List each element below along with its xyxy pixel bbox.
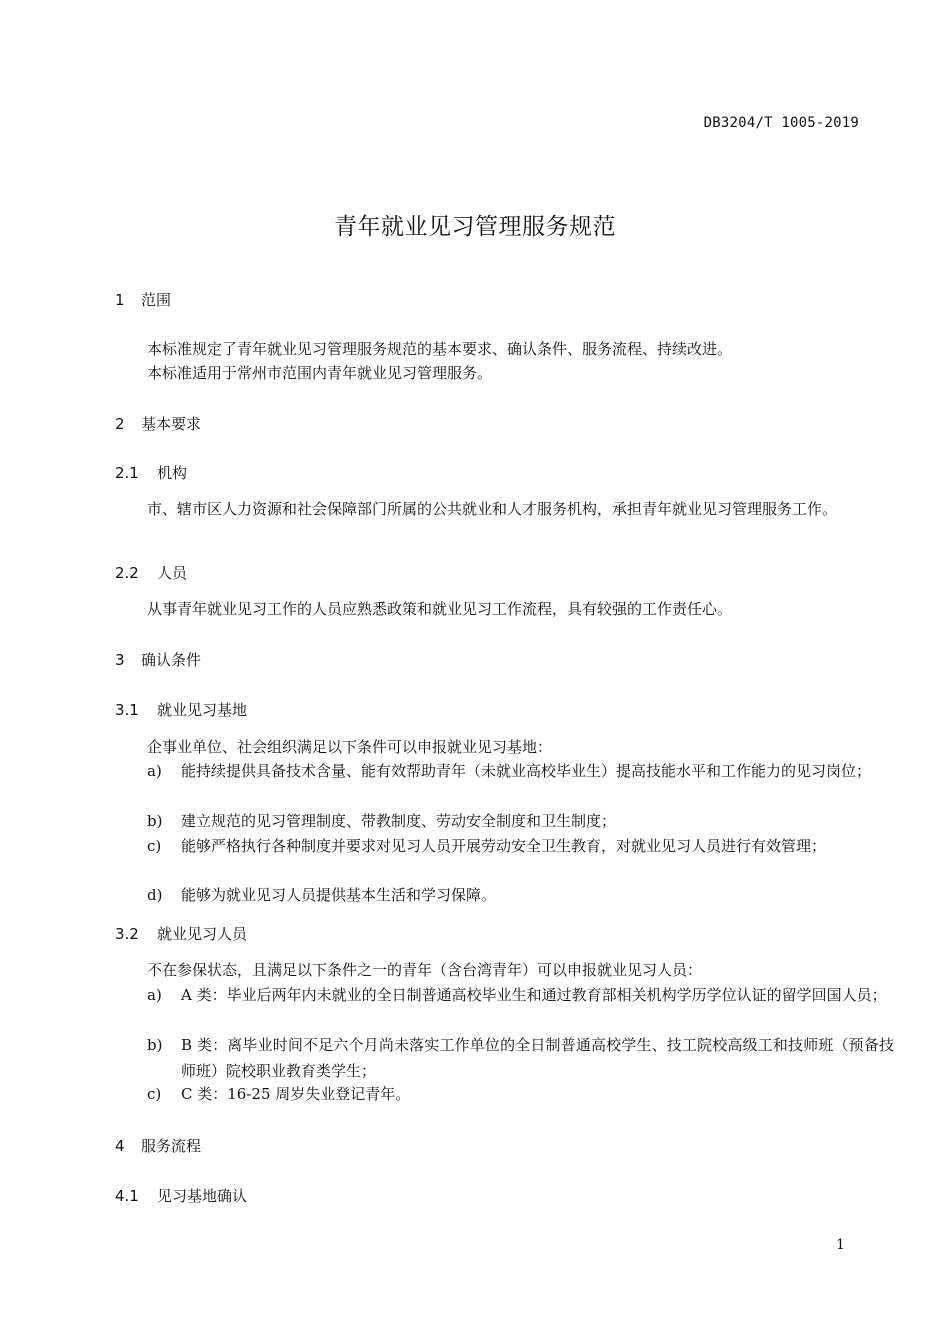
list-item [147, 982, 894, 1008]
list-marker: c) [147, 837, 162, 855]
section-title: 人员 [157, 564, 188, 582]
section-number: 4 [115, 1137, 125, 1155]
section-number: 2.2 [115, 564, 139, 582]
section-number: 3.2 [115, 925, 139, 943]
section-3-2-heading [115, 923, 247, 944]
section-4-heading [115, 1135, 201, 1156]
section-title: 基本要求 [141, 415, 202, 433]
section-3-1-heading [115, 699, 247, 720]
section-3-1-intro: 企事业单位、社会组织满足以下条件可以申报就业见习基地： [147, 738, 553, 756]
page-number: 1 [836, 1237, 845, 1253]
section-number: 1 [115, 291, 125, 309]
list-item-text: 能够为就业见习人员提供基本生活和学习保障。 [181, 886, 497, 904]
section-title: 确认条件 [141, 651, 202, 669]
section-2-1-heading [115, 462, 187, 483]
list-marker: a) [147, 986, 162, 1004]
section-number: 3.1 [115, 701, 139, 719]
section-3-2-intro: 不在参保状态，且满足以下条件之一的青年（含台湾青年）可以申报就业见习人员： [147, 961, 703, 979]
section-number: 4.1 [115, 1187, 139, 1205]
section-title: 服务流程 [141, 1137, 202, 1155]
list-item [147, 808, 894, 834]
list-marker: c) [147, 1085, 162, 1103]
section-title: 范围 [141, 291, 172, 309]
list-item-text: B 类：离毕业时间不足六个月尚未落实工作单位的全日制普通高校学生、技工院校高级工和技师班（预备技师班）院校职业教育类学生； [181, 1036, 894, 1080]
section-2-2-paragraph: 从事青年就业见习工作的人员应熟悉政策和就业见习工作流程，具有较强的工作责任心。 [147, 600, 733, 618]
list-marker: a) [147, 762, 162, 780]
section-number: 2.1 [115, 464, 139, 482]
section-2-heading [115, 413, 201, 434]
page-title: 青年就业见习管理服务规范 [334, 214, 616, 240]
section-2-1-paragraph: 市、辖市区人力资源和社会保障部门所属的公共就业和人才服务机构，承担青年就业见习管理服务工作。 [147, 500, 838, 518]
list-item-text: 能够严格执行各种制度并要求对见习人员开展劳动安全卫生教育，对就业见习人员进行有效管理； [181, 837, 827, 855]
list-item [147, 1081, 894, 1107]
section-3-heading [115, 649, 201, 670]
list-item-text: 建立规范的见习管理制度、带教制度、劳动安全制度和卫生制度； [181, 812, 617, 830]
list-item-text: A 类：毕业后两年内未就业的全日制普通高校毕业生和通过教育部相关机构学历学位认证的留学回国人员； [181, 986, 887, 1004]
list-item [147, 758, 894, 784]
list-item-text: 能持续提供具备技术含量、能有效帮助青年（未就业高校毕业生）提高技能水平和工作能力的见习岗位； [181, 762, 872, 780]
section-1-paragraph-1: 本标准规定了青年就业见习管理服务规范的基本要求、确认条件、服务流程、持续改进。 [147, 340, 733, 358]
section-title: 见习基地确认 [157, 1187, 248, 1205]
section-2-2-heading [115, 562, 187, 583]
document-code: DB3204/T 1005-2019 [703, 115, 859, 131]
list-item [147, 1032, 894, 1084]
list-item-text: C 类：16-25 周岁失业登记青年。 [181, 1085, 411, 1103]
section-4-1-heading [115, 1185, 247, 1206]
section-title: 就业见习基地 [157, 701, 248, 719]
section-number: 3 [115, 651, 125, 669]
section-1-paragraph-2: 本标准适用于常州市范围内青年就业见习管理服务。 [147, 364, 493, 382]
list-marker: d) [147, 886, 163, 904]
list-marker: b) [147, 1036, 163, 1054]
list-item [147, 882, 894, 908]
section-1-heading [115, 289, 171, 310]
list-marker: b) [147, 812, 163, 830]
section-number: 2 [115, 415, 125, 433]
section-title: 机构 [157, 464, 188, 482]
list-item [147, 833, 894, 859]
section-title: 就业见习人员 [157, 925, 248, 943]
